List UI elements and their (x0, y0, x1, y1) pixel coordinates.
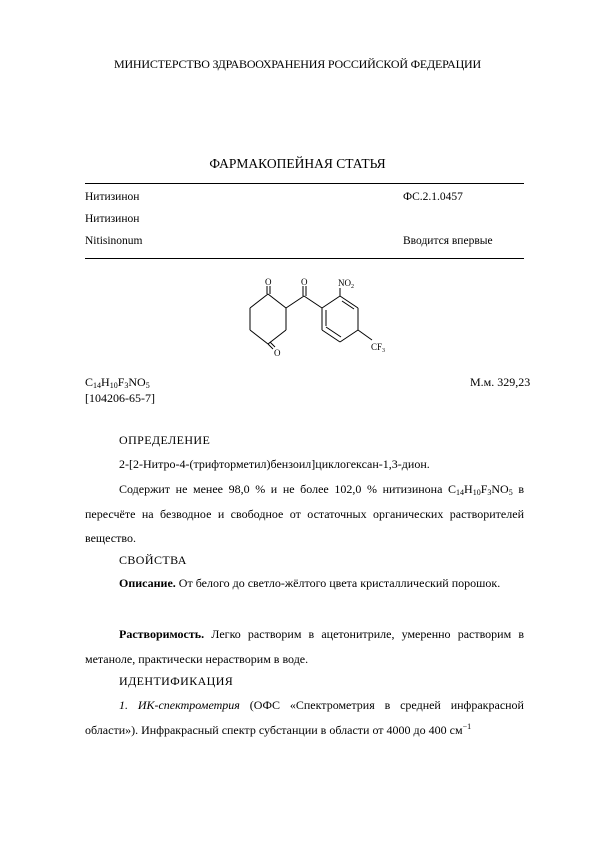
section-definition: ОПРЕДЕЛЕНИЕ (119, 433, 211, 447)
section-properties: СВОЙСТВА (119, 553, 187, 567)
ir-paragraph: 1. ИК-спектрометрия (ОФС «Спектрометрия в средней инфракрасной области»). Инфракрасный спектр субстанции в области от 4000 до 400 $см^{-1}$ (85, 698, 524, 737)
atom-no2: $NO_2$ (338, 278, 354, 290)
bond-cf3 (358, 330, 372, 340)
bond-ring-1 (268, 294, 286, 308)
bond-link (286, 296, 304, 308)
name-ru-2: Нитизинон (85, 213, 140, 225)
rule-bottom (85, 258, 524, 259)
bond-bz-5 (322, 330, 340, 342)
name-latin: Nitisinonum (85, 235, 143, 247)
bond-ring-4 (250, 330, 268, 344)
solubility-paragraph: Растворимость. Легко растворим в ацетонитриле, умеренно растворим в метаноле, практически нерастворим в воде. (85, 627, 524, 666)
content-paragraph: Содержит не менее 98,0 % и не более 102,0 % нитизинона $C_{14}H_{10}F_3NO_5$ в пересчёте на безводное и свободное от остаточных органических растворителей вещество. (85, 482, 525, 545)
atom-o-3: O (301, 277, 308, 287)
atom-o-1: O (265, 277, 272, 287)
status: Вводится впервые (403, 235, 493, 247)
section-identification: ИДЕНТИФИКАЦИЯ (119, 674, 234, 688)
article-code: ФС.2.1.0457 (403, 191, 463, 203)
bond-ring-6 (250, 294, 268, 308)
structural-formula (238, 276, 398, 358)
ministry-header: МИНИСТЕРСТВО ЗДРАВООХРАНЕНИЯ РОССИЙСКОЙ ФЕДЕРАЦИИ (114, 57, 481, 71)
name-ru-1: Нитизинон (85, 191, 140, 203)
bond-bz-inner-1 (342, 301, 354, 309)
bond-to-benzene (304, 296, 322, 308)
molecular-formula: $C_{14}H_{10}F_3NO_5$ (85, 375, 150, 390)
atom-cf3: $CF_3$ (371, 342, 386, 354)
bond-bz-4 (340, 330, 358, 342)
chem-name-paragraph: 2-[2-Нитро-4-(трифторметил)бензоил]циклогексан-1,3-дион. (119, 457, 430, 471)
rule-top (85, 183, 524, 184)
cas-number: [104206-65-7] (85, 391, 155, 405)
bond-bz-1 (322, 296, 340, 308)
description-paragraph: Описание. От белого до светло-жёлтого цвета кристаллический порошок. (119, 576, 501, 590)
atom-o-2: O (274, 348, 281, 358)
molecular-mass: М.м. 329,23 (470, 375, 531, 389)
bond-bz-inner-2 (326, 327, 341, 337)
bond-ring-3 (268, 330, 286, 344)
document-title: ФАРМАКОПЕЙНАЯ СТАТЬЯ (209, 156, 386, 171)
